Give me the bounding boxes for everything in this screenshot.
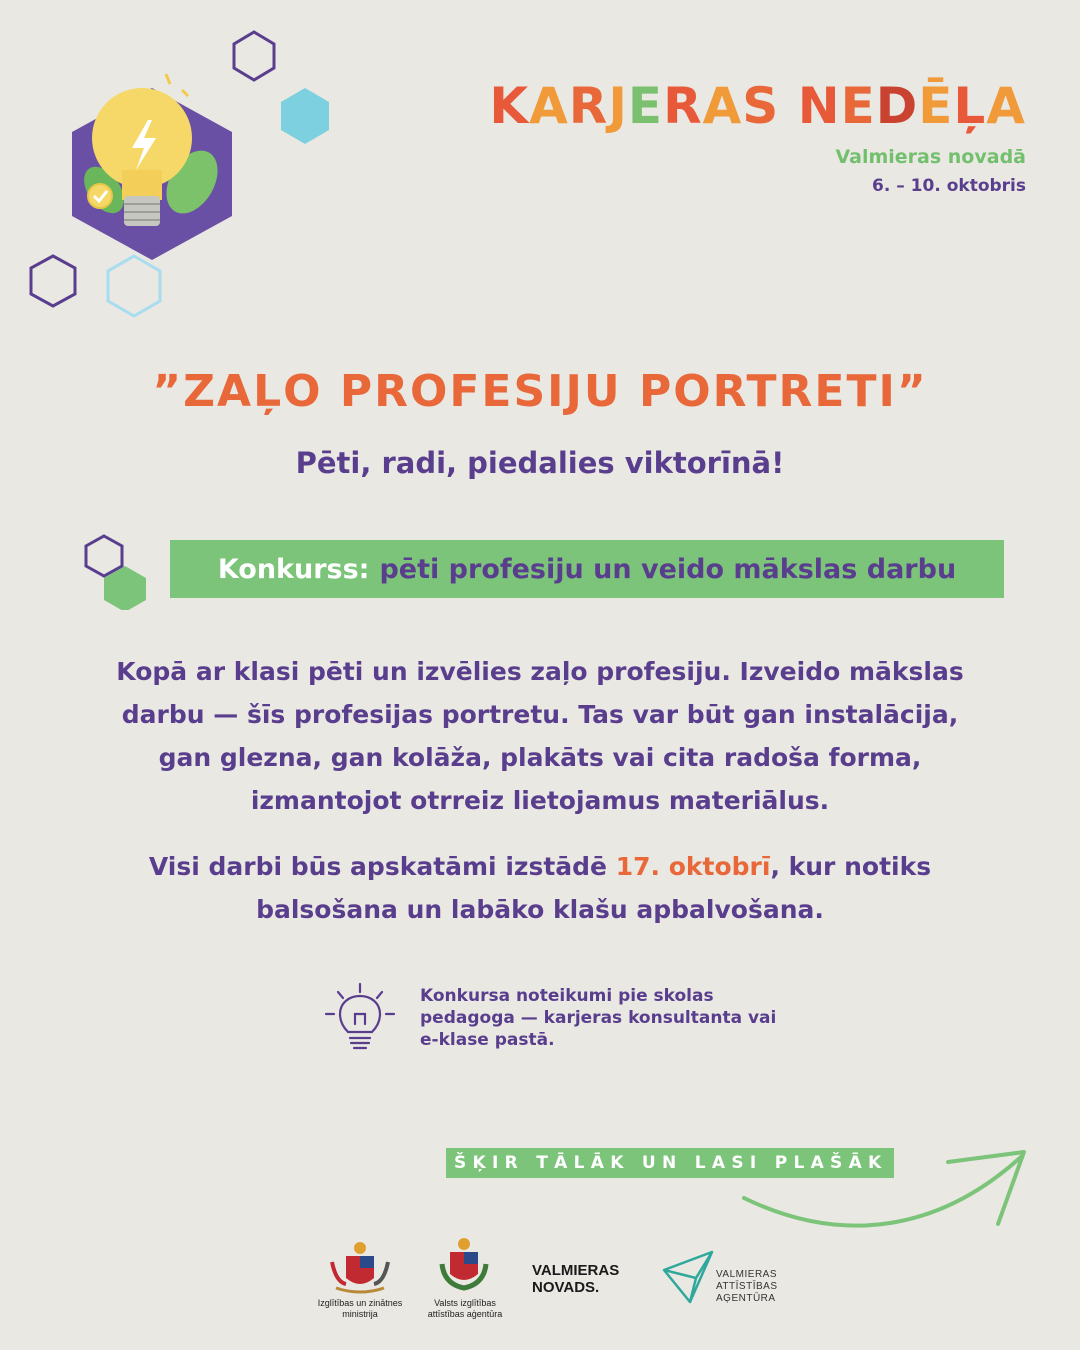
ministry-logo-caption: Izglītības un zinātnes ministrija bbox=[317, 1298, 403, 1319]
brand-title-letter bbox=[779, 80, 797, 132]
brand-region: Valmieras novadā bbox=[835, 146, 1026, 168]
lightbulb-icon bbox=[324, 982, 396, 1056]
brand-title-letter: Ļ bbox=[953, 77, 987, 135]
page-subtitle: Pēti, radi, piedalies viktorīnā! bbox=[295, 446, 785, 480]
brand-title-letter: E bbox=[627, 77, 664, 135]
brand-title bbox=[466, 77, 1026, 135]
exhibition-text-after: , kur notiks balsošana un labāko klašu apbalvošana. bbox=[256, 852, 932, 924]
brand-title-letter: A bbox=[702, 77, 743, 135]
page-title: ”ZAĻO PROFESIJU PORTRETI” bbox=[152, 366, 928, 417]
contest-label: Konkurss: bbox=[217, 553, 370, 585]
description-paragraph: Kopā ar klasi pēti un izvēlies zaļo profesiju. Izveido mākslas darbu — šīs profesijas portretu. Tas var būt gan instalācija, gan glezna, gan kolāža, plakāts vai cita radoša forma, izmantojot otrreiz lietojamus materiālus. bbox=[116, 657, 964, 815]
valmieras-novads-logo: VALMIERAS NOVADS. bbox=[532, 1262, 620, 1296]
arrow-icon bbox=[730, 1140, 1040, 1240]
brand-title-letter: K bbox=[489, 77, 530, 135]
hexagon-outline bbox=[31, 256, 75, 306]
brand-title-letter: Ē bbox=[918, 77, 954, 135]
exhibition-paragraph bbox=[100, 845, 980, 931]
hexagon-cyan bbox=[281, 88, 329, 144]
rules-note: Konkursa noteikumi pie skolas pedagoga — karjeras konsultanta vai e-klase pastā. bbox=[420, 986, 777, 1050]
brand-title-letter: E bbox=[840, 77, 876, 135]
brand-title-letter: R bbox=[663, 77, 703, 135]
hexagon-decoration bbox=[80, 530, 152, 610]
brand-title-letter: A bbox=[529, 77, 569, 135]
event-brand bbox=[466, 77, 1026, 196]
brand-title-letter: S bbox=[742, 77, 780, 135]
agency-logo-caption: Valsts izglītības attīstības aģentūra bbox=[427, 1298, 503, 1319]
bulb-neck bbox=[122, 170, 162, 200]
brand-title-letter: R bbox=[568, 77, 609, 135]
hexagon-outline-cyan bbox=[108, 256, 160, 316]
agency-coat-of-arms-logo bbox=[436, 1236, 492, 1294]
vaa-logo-text: VALMIERAS ATTĪSTĪBAS AĢENTŪRA bbox=[716, 1269, 778, 1304]
contest-banner bbox=[170, 540, 1004, 598]
lightbulb-illustration bbox=[20, 20, 340, 320]
vaa-paper-plane-logo bbox=[660, 1248, 716, 1306]
brand-title-letter: J bbox=[608, 77, 628, 135]
brand-dates: 6. – 10. oktobris bbox=[872, 176, 1026, 196]
brand-title-letter: D bbox=[875, 77, 919, 135]
hexagon-outline bbox=[234, 32, 274, 80]
exhibition-text-before: Visi darbi būs apskatāmi izstādē bbox=[148, 852, 616, 881]
brand-title-letter: A bbox=[986, 77, 1026, 135]
brand-title-letter: N bbox=[797, 77, 841, 135]
swipe-cta[interactable]: ŠĶIR TĀLĀK UN LASI PLAŠĀK bbox=[446, 1148, 894, 1178]
contest-text: pēti profesiju un veido mākslas darbu bbox=[379, 553, 957, 585]
ministry-coat-of-arms-logo bbox=[322, 1238, 398, 1296]
exhibition-date: 17. oktobrī bbox=[615, 852, 771, 881]
check-badge bbox=[88, 184, 112, 208]
